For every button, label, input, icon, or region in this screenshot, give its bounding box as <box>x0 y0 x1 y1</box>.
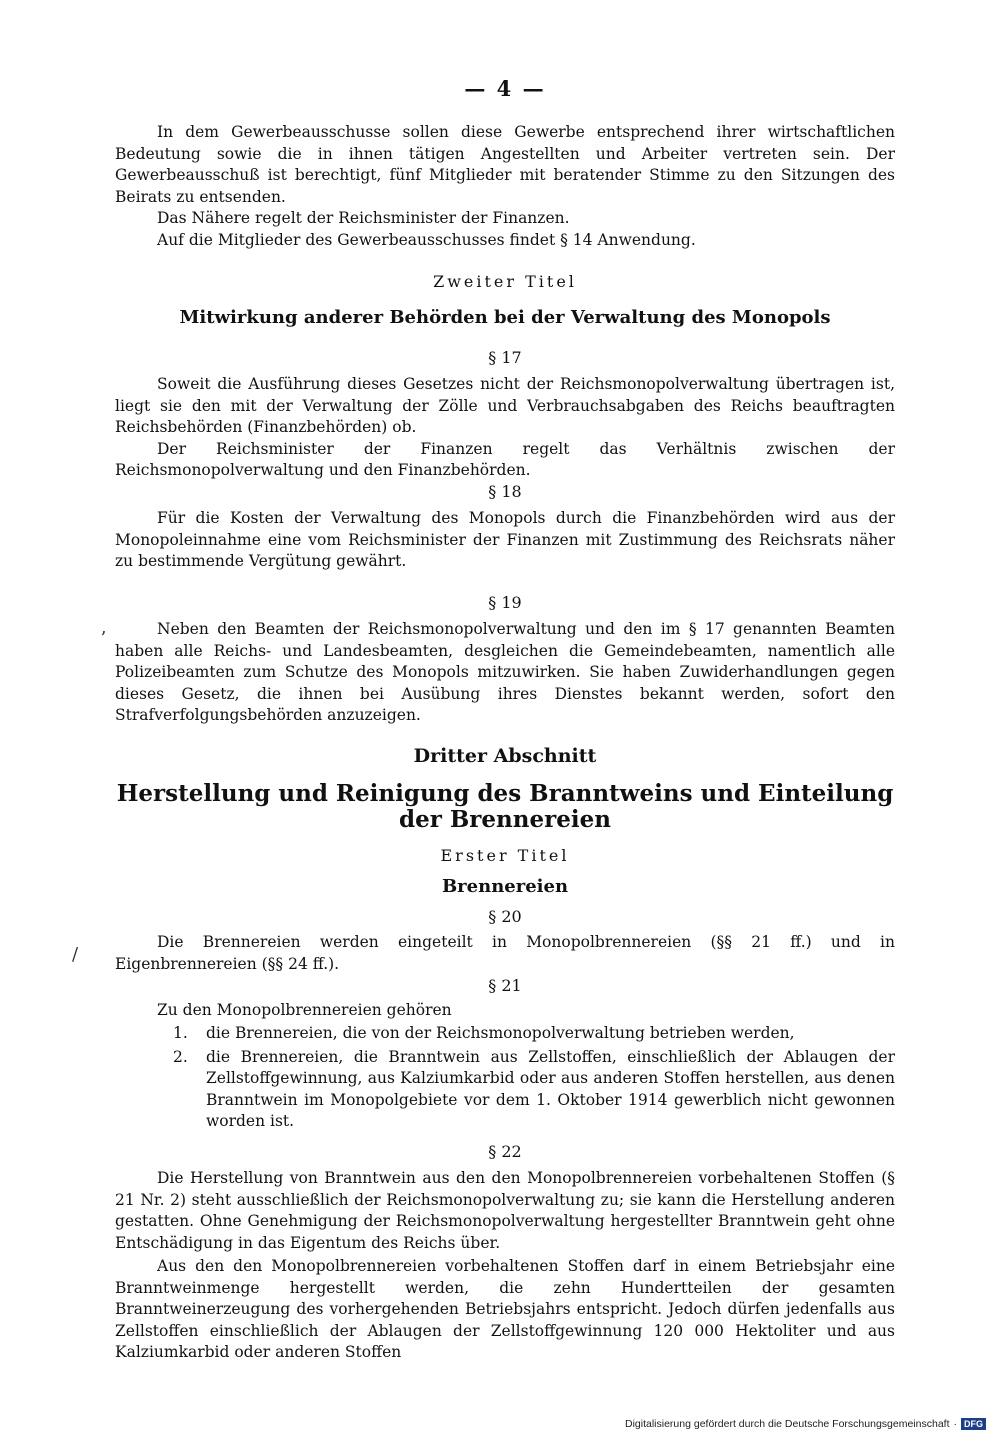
paragraph: Für die Kosten der Verwaltung des Monopols durch die Finanzbehörden wird aus der Monopoleinnahme eine vom Reichsminister der Finanzen mit Zustimmung des Reichsrats näher zu bestimmende Vergütung gewährt. <box>115 509 895 570</box>
margin-mark: / <box>72 944 79 965</box>
paragraph: Auf die Mitglieder des Gewerbeausschusses findet § 14 Anwendung. <box>157 230 696 249</box>
s20-body <box>115 932 895 975</box>
section-label-erster-titel: Erster Titel <box>440 846 570 865</box>
footer-credit: Digitalisierung gefördert durch die Deutsche Forschungsgemeinschaft · DFG <box>625 1418 986 1430</box>
chapter-title-line-1: Herstellung und Reinigung des Branntweins und Einteilung <box>116 780 894 807</box>
paragraph: In dem Gewerbeausschusse sollen diese Gewerbe entsprechend ihrer wirtschaftlichen Bedeutung sowie die in ihnen tätigen Angestellten und Arbeiter vertreten sein. Der Gewerbeausschuß ist berechtigt, fünf Mitglieder mit beratender Stimme zu den Sitzungen des Beirats zu entsenden. <box>115 123 895 206</box>
section-label-zweiter-titel: Zweiter Titel <box>433 272 577 291</box>
paragraph: Zu den Monopolbrennereien gehören <box>157 1001 452 1019</box>
s21-intro <box>115 1000 895 1022</box>
paragraph: Neben den Beamten der Reichsmonopolverwaltung und den im § 17 genannten Beamten haben alle Reichs- und Landesbeamten, desgleichen die Gemeindebeamten, namentlich alle Polizeibeamten zum Schutze des Monopols mitzuwirken. Sie haben Zuwiderhandlungen gegen dieses Gesetz, die ihnen bei Ausübung ihres Dienstes bekannt werden, sofort den Strafverfolgungsbehörden anzuzeigen. <box>115 620 895 724</box>
s21-list <box>173 1023 895 1133</box>
chapter-title-line-2: der Brennereien <box>399 806 611 833</box>
dfg-logo-icon: DFG <box>961 1418 986 1430</box>
paragraph: Das Nähere regelt der Reichsminister der Finanzen. <box>157 209 570 227</box>
list-item <box>173 1023 895 1045</box>
margin-mark: ʼ <box>100 628 106 649</box>
s17-body <box>115 374 895 482</box>
paragraph-label-s22: § 22 <box>488 1142 522 1161</box>
list-item-number: 2. <box>173 1047 188 1066</box>
paragraph-label-s17: § 17 <box>488 348 522 367</box>
paragraph: Soweit die Ausführung dieses Gesetzes nicht der Reichsmonopolverwaltung übertragen ist, liegt sie den mit der Verwaltung der Zölle und Verbrauchsabgaben des Reichs beauftragten Reichsbehörden (Finanzbehörden) ob. <box>115 375 895 436</box>
paragraph-label-s19: § 19 <box>488 593 522 612</box>
paragraph: Die Brennereien werden eingeteilt in Monopolbrennereien (§§ 21 ff.) und in Eigenbrennereien (§§ 24 ff.). <box>115 933 895 973</box>
intro-block <box>115 122 895 251</box>
section-heading-mitwirkung: Mitwirkung anderer Behörden bei der Verwaltung des Monopols <box>179 307 831 328</box>
list-item-number: 1. <box>173 1024 188 1042</box>
list-item-text: die Brennereien, die Branntwein aus Zellstoffen, einschließlich der Ablaugen der Zellstoffgewinnung, aus Kalziumkarbid oder aus anderen Stoffen herstellen, aus denen Branntwein im Monopolgebiete vor dem 1. Oktober 1914 gewerblich nicht gewonnen worden ist. <box>206 1047 895 1130</box>
section-heading-brennereien: Brennereien <box>441 876 569 897</box>
page-number: — 4 — <box>464 76 546 101</box>
s18-body <box>115 508 895 573</box>
paragraph: Die Herstellung von Branntwein aus den den Monopolbrennereien vorbehaltenen Stoffen (§ 21 Nr. 2) steht ausschließlich der Reichsmonopolverwaltung zu; sie kann die Herstellung anderen gestatten. Ohne Genehmigung der Reichsmonopolverwaltung hergestellter Branntwein geht ohne Entschädigung in das Eigentum des Reichs über. <box>115 1169 895 1252</box>
s22-body <box>115 1168 895 1364</box>
paragraph: Der Reichsminister der Finanzen regelt das Verhältnis zwischen der Reichsmonopolverwaltung und den Finanzbehörden. <box>115 439 895 479</box>
paragraph-label-s21: § 21 <box>488 976 522 995</box>
list-item-text: die Brennereien, die von der Reichsmonopolverwaltung betrieben werden, <box>206 1024 795 1042</box>
footer-text: Digitalisierung gefördert durch die Deutsche Forschungsgemeinschaft <box>624 1418 950 1430</box>
list-item <box>173 1047 895 1133</box>
paragraph-label-s18: § 18 <box>488 482 522 501</box>
s19-body <box>115 619 895 727</box>
section-label-dritter-abschnitt: Dritter Abschnitt <box>413 745 597 767</box>
paragraph-label-s20: § 20 <box>488 907 522 926</box>
paragraph: Aus den den Monopolbrennereien vorbehaltenen Stoffen darf in einem Betriebsjahr eine Branntweinmenge hergestellt werden, die zehn Hundertteilen der gesamten Branntweinerzeugung des vorhergehenden Betriebsjahrs entspricht. Jedoch dürfen jedenfalls aus Zellstoffen einschließlich der Ablaugen der Zellstoffgewinnung 120 000 Hektoliter und aus Kalziumkarbid oder anderen Stoffen <box>115 1257 895 1361</box>
